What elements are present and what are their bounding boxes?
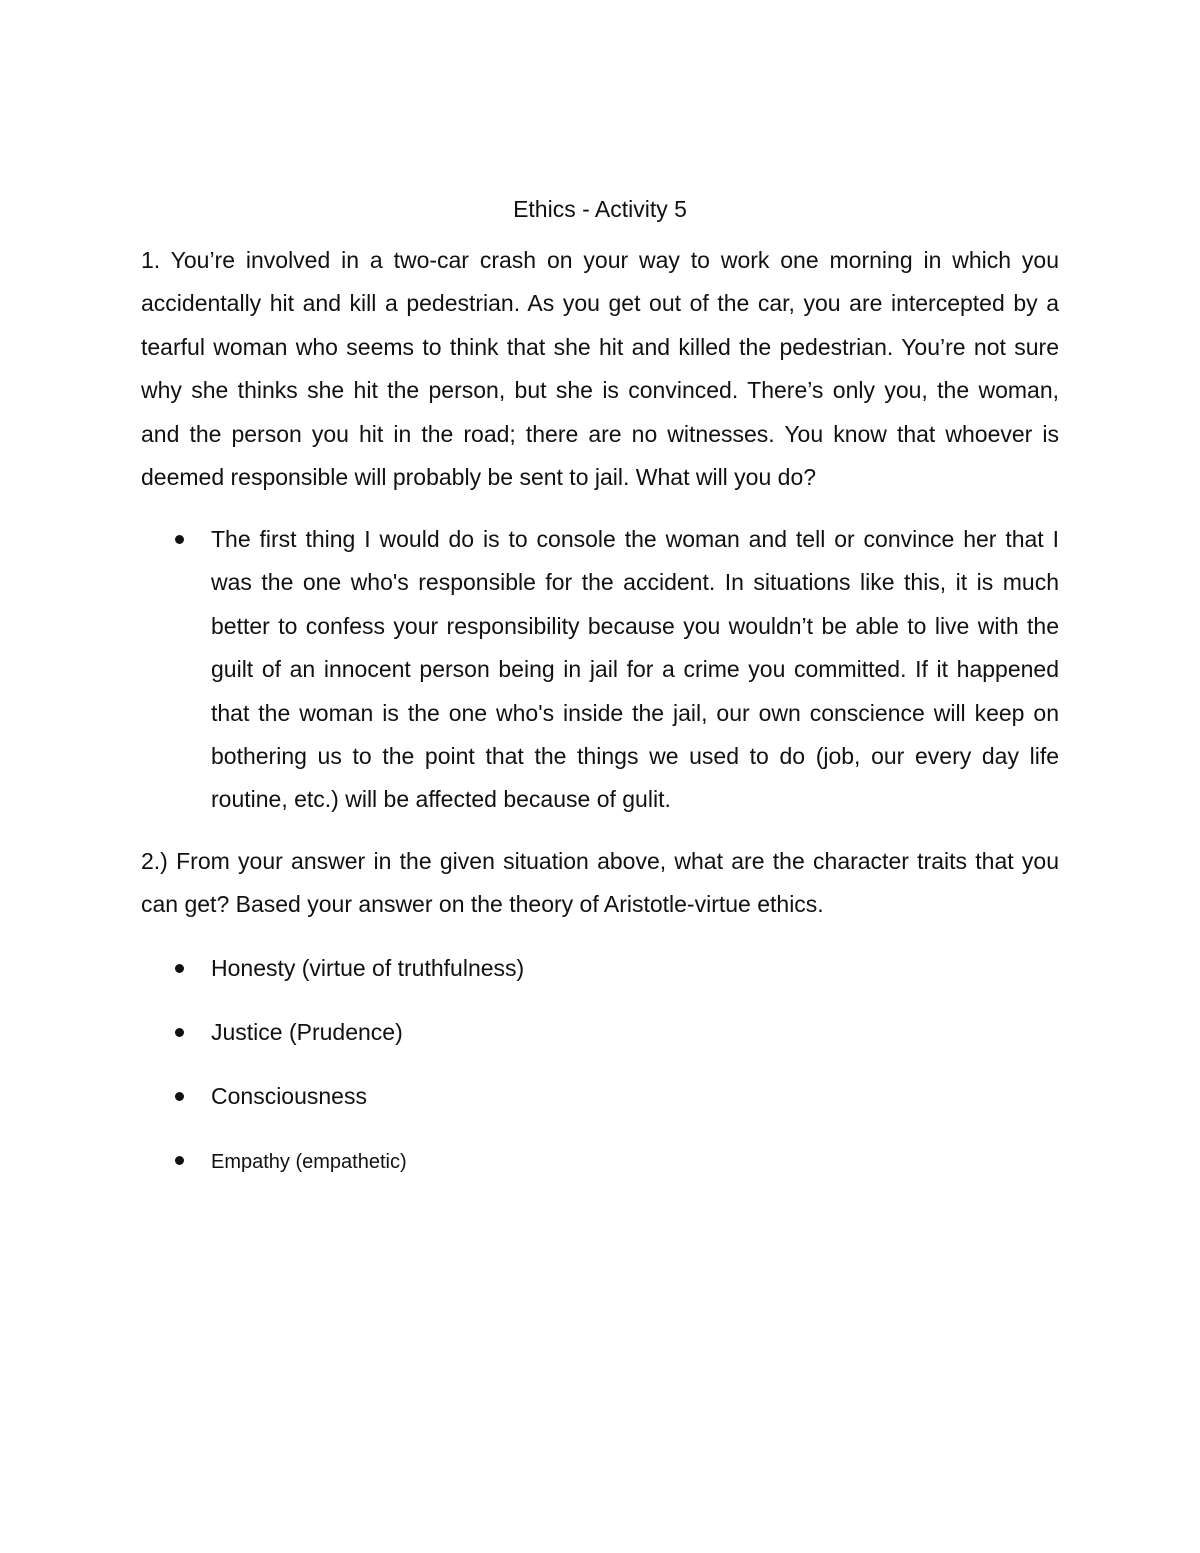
- bullet-icon: [175, 1156, 184, 1165]
- bullet-icon: [175, 1028, 184, 1037]
- bullet-icon: [175, 1092, 184, 1101]
- document-title: Ethics - Activity 5: [513, 196, 687, 222]
- list-item: [141, 518, 1059, 822]
- trait-label: Justice (Prudence): [211, 1019, 403, 1045]
- trait-label: Consciousness: [211, 1083, 367, 1109]
- trait-list-item: [141, 947, 1059, 990]
- trait-list-item: [141, 1011, 1059, 1054]
- trait-list-item: [141, 1075, 1059, 1118]
- bullet-icon: [175, 964, 184, 973]
- trait-list-item: [141, 1139, 1059, 1184]
- bullet-icon: [175, 535, 184, 544]
- question-2: 2.) From your answer in the given situation above, what are the character traits that you can get? Based your answer on the theory of Aristotle-virtue ethics.: [141, 848, 1059, 918]
- trait-label: Honesty (virtue of truthfulness): [211, 955, 525, 981]
- answer-1: [141, 518, 1059, 822]
- answer-1-text: The first thing I would do is to console the woman and tell or convince her that I was the one who's responsible for the accident. In situations like this, it is much better to confess your responsibility because you wouldn’t be able to live with the guilt of an innocent person being in jail for a crime you committed. If it happened that the woman is the one who's inside the jail, our own conscience will keep on bothering us to the point that the things we used to do (job, our every day life routine, etc.) will be affected because of gulit.: [211, 526, 1059, 813]
- question-1: 1. You’re involved in a two-car crash on your way to work one morning in which you accidentally hit and kill a pedestrian. As you get out of the car, you are intercepted by a tearful woman who seems to think that she hit and killed the pedestrian. You’re not sure why she thinks she hit the person, but she is convinced. There’s only you, the woman, and the person you hit in the road; there are no witnesses. You know that whoever is deemed responsible will probably be sent to jail. What will you do?: [141, 247, 1059, 491]
- trait-label: Empathy (empathetic): [211, 1151, 407, 1173]
